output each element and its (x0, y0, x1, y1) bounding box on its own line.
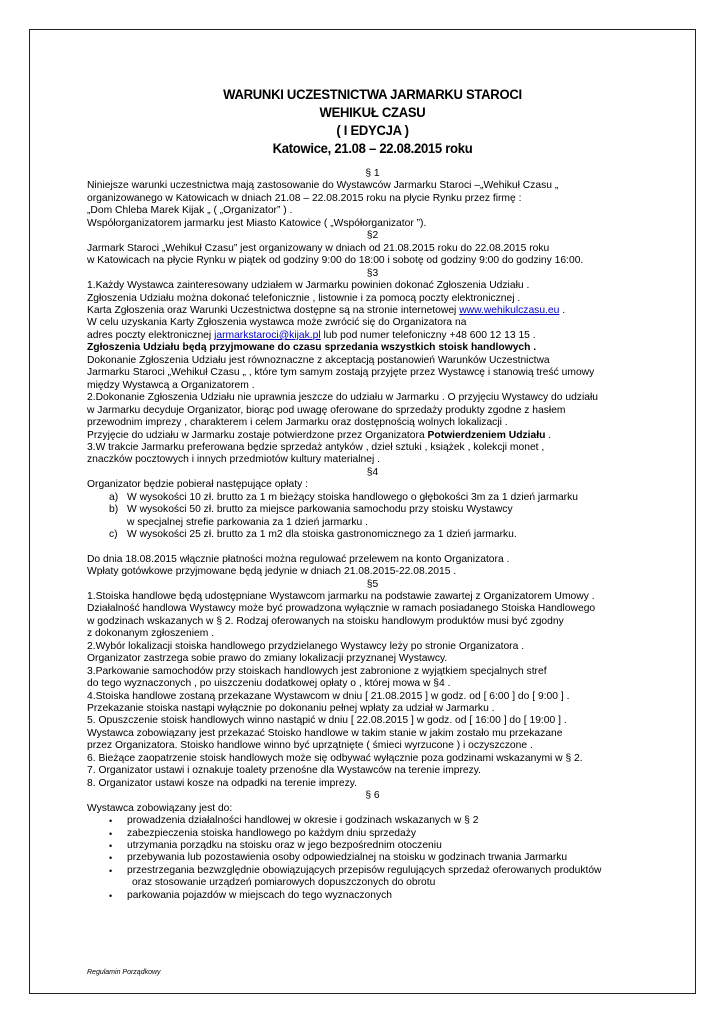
s4-intro: Organizator będzie pobierał następujące opłaty : (87, 479, 308, 491)
s3-line: w Jarmarku decyduje Organizator, biorąc pod uwagę oferowane do sprzedaży produkty zgodne z hasłem (87, 404, 566, 416)
s5-line: 3.Parkowanie samochodów przy stoiskach handlowych jest zabronione z wyjątkiem specjalnych stref (87, 665, 547, 677)
list-item-text: prowadzenia działalności handlowej w okresie i godzinach wskazanych w § 2 (127, 815, 479, 827)
s5-line: Przekazanie stoiska nastąpi wyłącznie po dokonaniu pełnej wpłaty za udział w Jarmarku . (87, 703, 495, 715)
list-item-text: utrzymania porządku na stoisku oraz w jego bezpośrednim otoczeniu (127, 840, 442, 852)
fee-marker: c) (109, 529, 118, 541)
fee-text: W wysokości 50 zł. brutto za miejsce parkowania samochodu przy stoisku Wystawcy (127, 504, 513, 516)
list-item-text: parkowania pojazdów w miejscach do tego wyznaczonych (127, 889, 392, 901)
title-line-4: Katowice, 21.08 – 22.08.2015 roku (272, 141, 473, 157)
document-content (87, 86, 658, 902)
s3-line: 1.Każdy Wystawca zainteresowany udziałem w Jarmarku powinien dokonać Zgłoszenia Udziału . (87, 280, 530, 292)
list-item (87, 865, 658, 877)
s3-text: lub pod numer telefoniczny +48 600 12 13 15 . (320, 329, 536, 341)
s3-text: Przyjęcie do udziału w Jarmarku zostaje potwierdzone przez Organizatora (87, 429, 428, 441)
list-item-text: przestrzegania bezwzględnie obowiązujących przepisów regulujących sprzedaż oferowanych produktów (127, 864, 602, 876)
s3-bold-text: Potwierdzeniem Udziału (427, 429, 546, 441)
website-link[interactable]: www.wehikulczasu.eu (459, 304, 560, 316)
title-line-2: WEHIKUŁ CZASU (319, 105, 426, 121)
spacer (87, 542, 658, 554)
s5-line: 4.Stoiska handlowe zostaną przekazane Wystawcom w dniu [ 21.08.2015 ] w godz. od [ 6:00 ] do [ 9:00 ] . (87, 690, 570, 702)
fee-continuation: w specjalnej strefie parkowania za 1 dzień jarmarku . (127, 516, 368, 528)
list-item (87, 890, 658, 902)
s3-line (87, 305, 658, 317)
s5-line: 1.Stoiska handlowe będą udostępniane Wystawcom jarmarku na podstawie zawartej z Organizatorem Umowy . (87, 590, 595, 602)
document-body (87, 168, 658, 902)
s6-intro: Wystawca zobowiązany jest do: (87, 802, 233, 814)
list-item (87, 852, 658, 864)
s5-line: Wystawca zobowiązany jest przekazać Stoisko handlowe w takim stanie w jakim zostało mu przekazane (87, 727, 563, 739)
fee-text: W wysokości 10 zł. brutto za 1 m bieżący stoiska handlowego o głębokości 3m za 1 dzień jarmarku (127, 491, 578, 503)
section-5-heading: §5 (366, 578, 379, 590)
s1-line: Współorganizatorem jarmarku jest Miasto Katowice ( „Współorganizator ”). (87, 217, 427, 229)
list-item-text: zabezpieczenia stoiska handlowego po każdym dniu sprzedaży (127, 827, 417, 839)
s5-line: do tego wyznaczonych , po uiszczeniu dodatkowej opłaty o , której mowa w §4 . (87, 678, 451, 690)
fee-marker: b) (109, 504, 119, 516)
section-4-heading: §4 (366, 466, 379, 478)
s3-text: Karta Zgłoszenia oraz Warunki Uczestnictwa dostępne są na stronie internetowej (87, 304, 460, 316)
title-line-1: WARUNKI UCZESTNICTWA JARMARKU STAROCI (223, 87, 522, 103)
list-item-continuation: oraz stosowanie urządzeń pomiarowych dopuszczonych do obrotu (132, 877, 436, 889)
s1-line: organizowanego w Katowicach w dniach 21.08 – 22.08.2015 roku na płycie Rynku przez firmę : (87, 192, 522, 204)
s5-line: 6. Bieżące zaopatrzenie stoisk handlowych może się odbywać wyłącznie poza godzinami wskazanymi w § 2. (87, 752, 583, 764)
list-item (87, 828, 658, 840)
section-6-heading: § 6 (365, 790, 380, 802)
s3-line: między Wystawcą a Organizatorem . (87, 379, 255, 391)
s5-line: 8. Organizator ustawi kosze na odpadki na terenie imprezy. (87, 777, 357, 789)
s5-line: w godzinach wskazanych w § 2. Rodzaj oferowanych na stoisku handlowym produktów musi być zgodny (87, 615, 564, 627)
s5-line: Działalność handlowa Wystawcy może być prowadzona wyłącznie w ramach posiadanego Stoiska Handlowego (87, 603, 596, 615)
s3-line: 2.Dokonanie Zgłoszenia Udziału nie uprawnia jeszcze do udziału w Jarmarku . O przyjęciu Wystawcy do udziału (87, 392, 598, 404)
section-1-heading: § 1 (365, 168, 380, 179)
title-line-3: ( I EDYCJA ) (336, 123, 409, 139)
s5-line: 7. Organizator ustawi i oznakuje toalety przenośne dla Wystawców na terenie imprezy. (87, 765, 482, 777)
fee-item (87, 492, 658, 504)
list-item (87, 840, 658, 852)
s3-line: przewodnim imprezy , charakterem i celem Jarmarku oraz dostępnością wolnych lokalizacji . (87, 417, 508, 429)
s3-line: 3.W trakcie Jarmarku preferowana będzie sprzedaż antyków , dzieł sztuki , książek , kolekcji monet , (87, 441, 545, 453)
s5-line: przez Organizatora. Stoisko handlowe winno być uprzątnięte ( śmieci wyrzucone ) i oczyszczone . (87, 740, 533, 752)
fee-item (87, 504, 658, 516)
bullet-icon: • (109, 816, 113, 827)
s3-line: Zgłoszenia Udziału można dokonać telefonicznie , listownie i za pomocą poczty elektronicznej . (87, 292, 521, 304)
s2-line: w Katowicach na płycie Rynku w piątek od godziny 9:00 do 18:00 i sobotę od godziny 9:00 do godziny 16:00. (87, 255, 584, 267)
fee-marker: a) (109, 491, 119, 503)
list-item-text: przebywania lub pozostawienia osoby odpowiedzialnej na stoisku w godzinach trwania Jarmarku (127, 852, 568, 864)
s4-line: Do dnia 18.08.2015 włącznie płatności można regulować przelewem na konto Organizatora . (87, 553, 510, 565)
bullet-icon: • (109, 853, 113, 864)
s3-line (87, 430, 658, 442)
bullet-icon: • (109, 890, 113, 901)
fee-text: W wysokości 25 zł. brutto za 1 m2 dla stoiska gastronomicznego za 1 dzień jarmarku. (127, 529, 517, 541)
s1-line: Niniejsze warunki uczestnictwa mają zastosowanie do Wystawców Jarmarku Staroci –„Wehikuł Czasu „ (87, 180, 559, 192)
s2-line: Jarmark Staroci „Wehikuł Czasu” jest organizowany w dniach od 21.08.2015 roku do 22.08.2015 roku (87, 242, 550, 254)
s3-text: . (545, 429, 552, 441)
section-2-heading: §2 (366, 230, 379, 242)
bullet-icon: • (109, 865, 113, 876)
s4-line: Wpłaty gotówkowe przyjmowane będą jedynie w dniach 21.08.2015-22.08.2015 . (87, 566, 457, 578)
s3-text: adres poczty elektronicznej (87, 329, 215, 341)
fee-item (87, 529, 658, 541)
footer-label: Regulamin Porządkowy (87, 969, 161, 976)
s3-line (87, 330, 658, 342)
s5-line: z dokonanym zgłoszeniem . (87, 628, 215, 640)
s5-line: 5. Opuszczenie stoisk handlowych winno nastąpić w dniu [ 22.08.2015 ] w godz. od [ 16:00 ] do [ 19:00 ] . (87, 715, 567, 727)
list-item (87, 815, 658, 827)
s3-text: . (559, 304, 566, 316)
section-3-heading: §3 (366, 267, 379, 279)
s3-line: znaczków pocztowych i innych przedmiotów kultury materialnej . (87, 454, 381, 466)
bullet-icon: • (109, 828, 113, 839)
s1-line: „Dom Chleba Marek Kijak „ ( „Organizator” ) . (87, 205, 293, 217)
s3-line: W celu uzyskania Karty Zgłoszenia wystawca może zwrócić się do Organizatora na (87, 317, 467, 329)
bullet-icon: • (109, 841, 113, 852)
s5-line: 2.Wybór lokalizacji stoiska handlowego przydzielanego Wystawcy leży po stronie Organizatora . (87, 640, 525, 652)
s5-line: Organizator zastrzega sobie prawo do zmiany lokalizacji przyznanej Wystawcy. (87, 653, 448, 665)
document-title (110, 86, 635, 158)
email-link[interactable]: jarmarkstaroci@kijak.pl (214, 329, 321, 341)
s3-line: Dokonanie Zgłoszenia Udziału jest równoznaczne z akceptacją postanowień Warunków Uczestnictwa (87, 354, 550, 366)
s3-line: Jarmarku Staroci „Wehikuł Czasu „ , które tym samym zostają przyjęte przez Wystawcę i stanowią treść umowy (87, 367, 595, 379)
s3-bold-line: Zgłoszenia Udziału będą przyjmowane do czasu sprzedania wszystkich stoisk handlowych . (87, 342, 537, 354)
